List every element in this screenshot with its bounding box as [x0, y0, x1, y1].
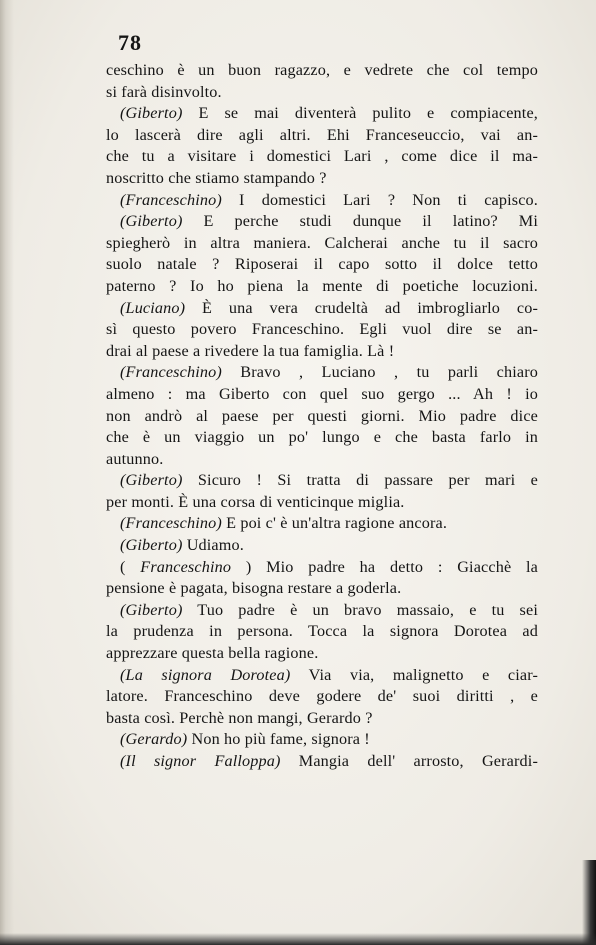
text-line	[106, 751, 538, 773]
line-text: I domestici Lari ? Non ti capisco.	[221, 190, 538, 209]
text-line	[106, 492, 538, 514]
text-line	[106, 600, 538, 622]
text-line	[106, 665, 538, 687]
text-line	[106, 557, 538, 579]
speaker-name: (Franceschino)	[120, 190, 222, 209]
line-text: noscritto che stiamo stampando ?	[106, 168, 327, 187]
line-text: la prudenza in persona. Tocca la signora Dorotea ad	[106, 622, 538, 641]
speaker-name: (Giberto)	[120, 104, 183, 123]
line-text: Tuo padre è un bravo massaio, e tu sei	[182, 600, 538, 619]
line-text: pensione è pagata, bisogna restare a goderla.	[106, 579, 402, 598]
line-text: E perche studi dunque il latino? Mi	[182, 212, 538, 231]
line-text: apprezzare questa bella ragione.	[106, 644, 319, 663]
line-text: autunno.	[106, 449, 164, 468]
page-gutter-shadow	[0, 0, 14, 945]
text-line	[106, 578, 538, 600]
text-line	[106, 362, 538, 384]
text-line	[106, 60, 538, 82]
text-line	[106, 125, 538, 147]
line-text: paterno ? Io ho piena la mente di poetiche locuzioni.	[106, 276, 538, 295]
text-line	[106, 82, 538, 104]
line-text: Non ho più fame, signora !	[187, 730, 370, 749]
line-text: non andrò al paese per questi giorni. Mio padre dice	[106, 406, 538, 425]
text-line	[106, 513, 538, 535]
line-text: lo lascerà dire agli altri. Ehi Franceseuccio, vai an-	[106, 125, 538, 144]
speaker-name: Franceschino	[140, 557, 232, 576]
line-text: Mangia dell' arrosto, Gerardi-	[280, 752, 538, 770]
text-line	[106, 211, 538, 233]
line-text: ceschino è un buon ragazzo, e vedrete che col tempo	[106, 61, 538, 79]
text-line	[106, 449, 538, 471]
body-text	[106, 60, 538, 773]
speaker-name: (Giberto)	[120, 471, 183, 490]
line-text: Bravo , Luciano , tu parli chiaro	[221, 363, 538, 382]
line-text: almeno : ma Giberto con quel suo gergo ... Ah ! io	[106, 384, 538, 403]
speaker-name: (Gerardo)	[120, 730, 188, 749]
page-number: 78	[118, 30, 142, 55]
speaker-paren: (	[120, 557, 141, 576]
line-text: suolo natale ? Riposerai il capo sotto il dolce tetto	[106, 255, 538, 274]
line-text: Via via, malignetto e ciar-	[290, 665, 539, 684]
speaker-name: (Franceschino)	[120, 363, 222, 382]
text-line	[106, 384, 538, 406]
speaker-name: (Franceschino)	[120, 514, 222, 533]
line-text: per monti. È una corsa di venticinque miglia.	[106, 492, 405, 511]
text-line	[106, 341, 538, 363]
text-line	[106, 190, 538, 212]
speaker-name: (La signora Dorotea)	[120, 665, 291, 684]
line-text: si farà disinvolto.	[106, 82, 222, 101]
line-text: che è un viaggio un po' lungo e che basta farlo in	[106, 428, 538, 447]
line-text: Udiamo.	[182, 536, 244, 555]
line-text: Sicuro ! Si tratta di passare per mari e	[182, 471, 538, 490]
text-line	[106, 708, 538, 730]
text-line	[106, 103, 538, 125]
text-line	[106, 427, 538, 449]
text-line	[106, 729, 538, 751]
line-text: sì questo povero Franceschino. Egli vuol dire se an-	[106, 320, 538, 339]
line-text: latore. Franceschino deve godere de' suoi diritti , e	[106, 687, 538, 706]
speaker-name: (Giberto)	[120, 600, 183, 619]
text-line	[106, 643, 538, 665]
line-text: che tu a visitare i domestici Lari , come dice il ma-	[106, 147, 538, 166]
text-line	[106, 276, 538, 298]
line-text: basta così. Perchè non mangi, Gerardo ?	[106, 708, 373, 727]
text-line	[106, 319, 538, 341]
speaker-name: (Luciano)	[120, 298, 186, 317]
text-line	[106, 298, 538, 320]
line-text: drai al paese a rivedere la tua famiglia. Là !	[106, 341, 395, 360]
text-line	[106, 146, 538, 168]
text-line	[106, 254, 538, 276]
line-text: E poi c' è un'altra ragione ancora.	[221, 514, 448, 533]
text-line	[106, 686, 538, 708]
text-line	[106, 168, 538, 190]
speaker-name: (Giberto)	[120, 212, 183, 231]
text-line	[106, 535, 538, 557]
text-line	[106, 406, 538, 428]
speaker-name: (Giberto)	[120, 536, 183, 555]
line-text: spiegherò in altra maniera. Calcherai anche tu il sacro	[106, 233, 538, 252]
line-text: ) Mio padre ha detto : Giacchè la	[231, 557, 538, 576]
text-line	[106, 233, 538, 255]
line-text: È una vera crudeltà ad imbrogliarlo co-	[185, 298, 538, 317]
text-line	[106, 470, 538, 492]
line-text: E se mai diventerà pulito e compiacente,	[182, 104, 538, 123]
text-line	[106, 621, 538, 643]
page-bottom-shadow	[0, 933, 596, 945]
speaker-name: (Il signor Falloppa)	[120, 752, 281, 770]
